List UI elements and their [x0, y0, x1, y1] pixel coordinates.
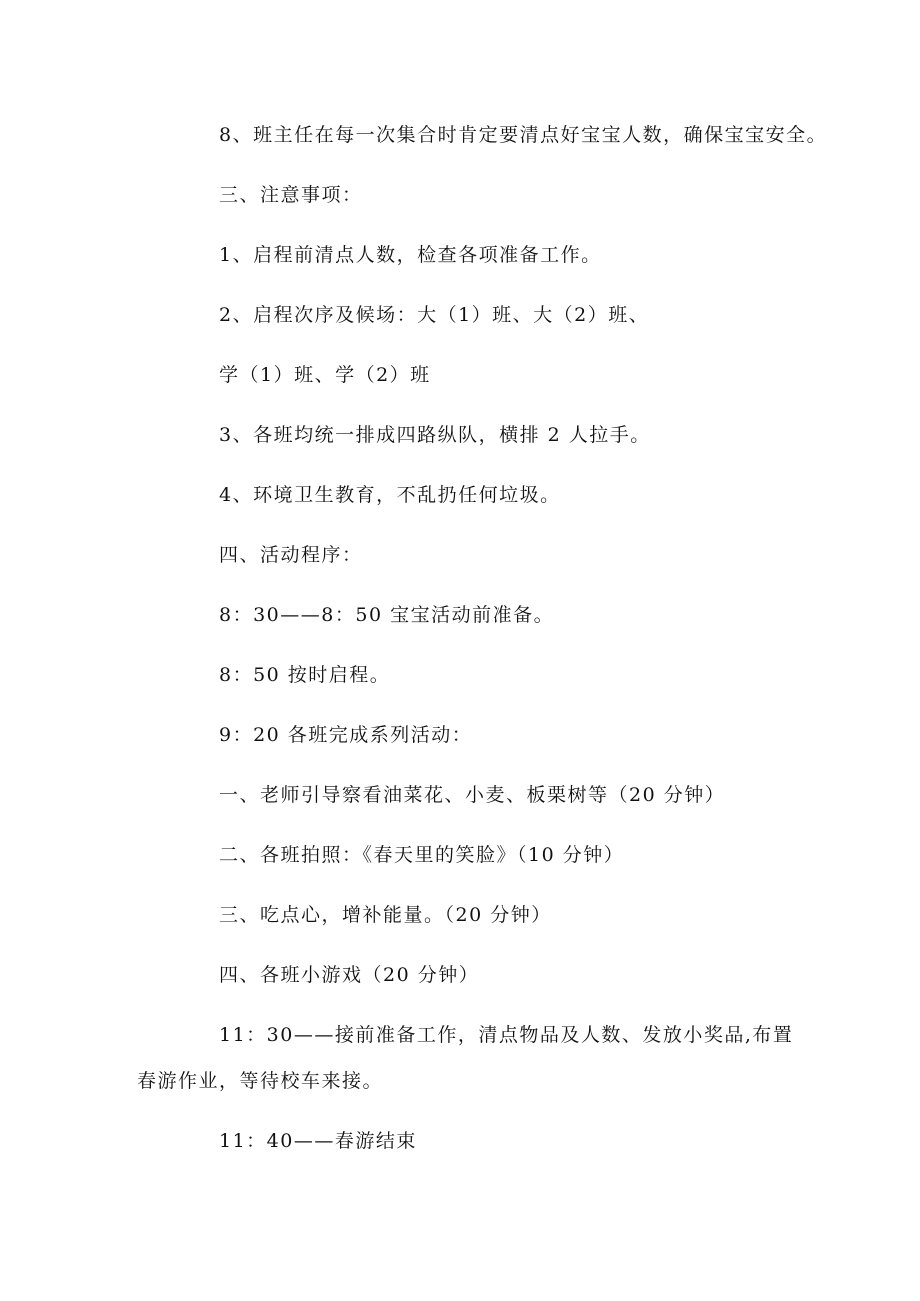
text-line-schedule-2: 8：50 按时启程。: [219, 664, 391, 686]
text-line-schedule-4-cont: 春游作业，等待校车来接。: [137, 1070, 384, 1092]
text-line-note-3: 3、各班均统一排成四路纵队，横排 2 人拉手。: [219, 424, 651, 446]
text-line-note-1: 1、启程前清点人数，检查各项准备工作。: [219, 244, 602, 266]
text-line-activity-2: 二、各班拍照：《春天里的笑脸》（10 分钟）: [219, 844, 625, 866]
text-line-roll-call: 8、班主任在每一次集合时肯定要清点好宝宝人数，确保宝宝安全。: [219, 124, 828, 146]
text-line-activity-1: 一、老师引导察看油菜花、小麦、板栗树等（20 分钟）: [219, 784, 726, 806]
section-heading-program: 四、活动程序：: [219, 544, 363, 566]
text-line-schedule-end: 11：40——春游结束: [219, 1130, 417, 1152]
text-line-schedule-1: 8：30——8：50 宝宝活动前准备。: [219, 604, 555, 626]
text-line-note-4: 4、环境卫生教育，不乱扔任何垃圾。: [219, 484, 561, 506]
text-line-schedule-4: 11：30——接前准备工作，清点物品及人数、发放小奖品,布置: [219, 1024, 794, 1046]
text-line-activity-3: 三、吃点心，增补能量。（20 分钟）: [219, 904, 552, 926]
text-line-activity-4: 四、各班小游戏（20 分钟）: [219, 964, 480, 986]
text-line-note-2-cont: 学（1）班、学（2）班: [219, 364, 431, 386]
text-line-note-2: 2、启程次序及候场：大（1）班、大（2）班、: [219, 304, 650, 326]
text-line-schedule-3: 9：20 各班完成系列活动：: [219, 724, 473, 746]
section-heading-notes: 三、注意事项：: [219, 184, 363, 206]
